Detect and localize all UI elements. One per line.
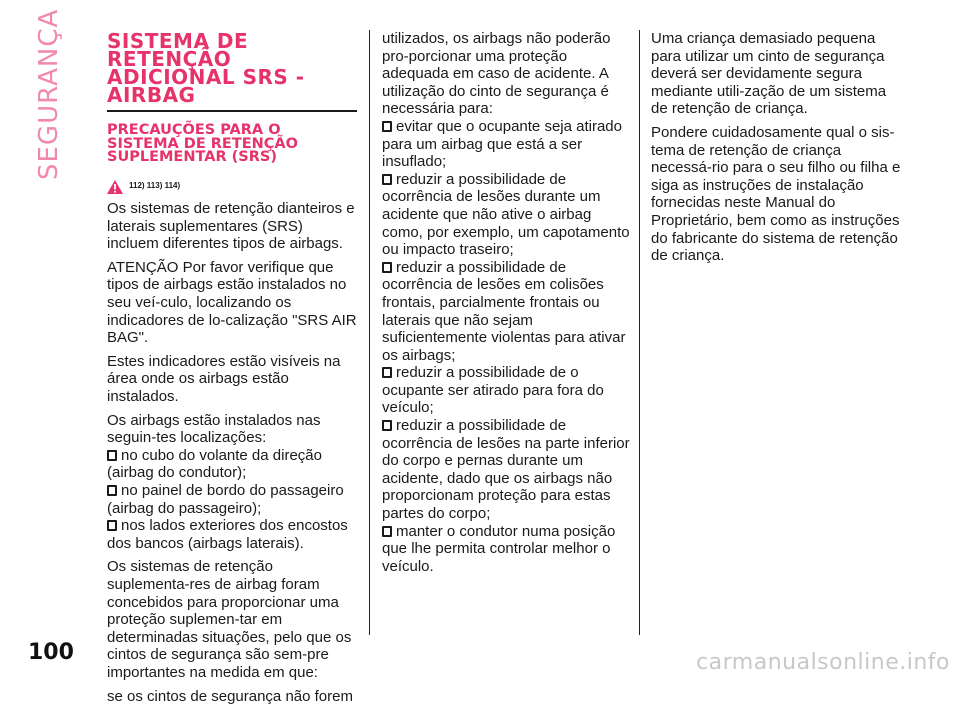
bullet-text: no cubo do volante da direção (airbag do condutor); [107, 446, 322, 482]
section-subtitle: PRECAUÇÕES PARA O SISTEMA DE RETENÇÃO SUPLEMENTAR (SRS) [107, 122, 298, 165]
paragraph: Pondere cuidadosamente qual o sis-tema de retenção de criança necessá-rio para o seu filho ou filha e siga as instruções de instalação fornecidas neste Manual do Proprietário, bem como as instruções do fabricante do sistema de retenção de criança. [651, 123, 901, 265]
bullet-item [107, 447, 357, 482]
page-title: SISTEMA DE RETENÇÃO ADICIONAL SRS - AIRBAG [107, 29, 305, 107]
checkbox-bullet-icon [382, 174, 392, 185]
bullet-text: reduzir a possibilidade de ocorrência de lesões em colisões frontais, parcialmente frontais ou laterais que não sejam suficientemente violentas para ativar os airbags; [382, 258, 626, 364]
column-divider [369, 30, 370, 635]
bullet-item [382, 259, 632, 365]
bullet-item [382, 171, 632, 259]
column-1 [107, 30, 357, 711]
bullet-text: manter o condutor numa posição que lhe permita controlar melhor o veículo. [382, 522, 616, 575]
section-sidebar-label: SEGURANÇA [34, 8, 64, 180]
warning-refs [107, 177, 357, 195]
paragraph: Uma criança demasiado pequena para utilizar um cinto de segurança deverá ser devidamente segura mediante utili-zação de um sistema de retenção de criança. [651, 30, 887, 118]
bullet-item [382, 118, 632, 171]
bullet-item [382, 417, 632, 523]
paragraph: se os cintos de segurança não forem [107, 687, 353, 705]
paragraph: utilizados, os airbags não poderão pro-porcionar uma proteção adequada em caso de acidente. A utilização do cinto de segurança é necessária para: [382, 30, 611, 118]
paragraph: ATENÇÃO Por favor verifique que tipos de airbags estão instalados no seu veí-culo, localizando os indicadores de lo-calização "SRS AIR BAG". [107, 258, 357, 347]
bullet-text: no painel de bordo do passageiro (airbag do passageiro); [107, 482, 344, 517]
refs-text: 112) 113) 114) [129, 180, 181, 190]
warning-triangle-icon [107, 180, 123, 194]
bullet-item [107, 517, 357, 552]
column-divider [639, 30, 640, 635]
paragraph: Os sistemas de retenção suplementa-res de airbag foram concebidos para proporcionar uma proteção suplemen-tar em determinadas situações, pelo que os cintos de segurança são sem-pre importantes na medida em que: [107, 558, 352, 681]
checkbox-bullet-icon [382, 367, 392, 378]
checkbox-bullet-icon [382, 121, 392, 132]
bullet-text: reduzir a possibilidade de ocorrência de lesões durante um acidente que não ative o airbag como, por exemplo, um capotamento ou impacto traseiro; [382, 170, 630, 259]
bullet-text: nos lados exteriores dos encostos dos bancos (airbags laterais). [107, 517, 348, 552]
checkbox-bullet-icon [107, 485, 117, 496]
checkbox-bullet-icon [382, 420, 392, 431]
column-3 [651, 30, 901, 271]
watermark: carmanualsonline.info [696, 650, 950, 675]
bullet-item [382, 364, 632, 417]
bullet-item [382, 523, 632, 576]
paragraph: Os airbags estão instalados nas seguin-tes localizações: [107, 411, 321, 447]
checkbox-bullet-icon [107, 450, 117, 461]
paragraph: Estes indicadores estão visíveis na área onde os airbags estão instalados. [107, 352, 341, 406]
bullet-item [107, 482, 357, 517]
paragraph: Os sistemas de retenção dianteiros e laterais suplementares (SRS) incluem diferentes tipos de airbags. [107, 200, 355, 253]
bullet-text: evitar que o ocupante seja atirado para um airbag que está a ser insuflado; [382, 117, 622, 171]
title-rule [107, 110, 357, 112]
checkbox-bullet-icon [107, 520, 117, 531]
checkbox-bullet-icon [382, 262, 392, 273]
column-2 [382, 30, 632, 575]
page-number: 100 [28, 640, 74, 665]
bullet-text: reduzir a possibilidade de ocorrência de lesões na parte inferior do corpo e pernas durante um acidente, dado que os airbags não proporcionam proteção para estas partes do corpo; [382, 417, 630, 523]
bullet-text: reduzir a possibilidade de o ocupante ser atirado para fora do veículo; [382, 364, 604, 417]
checkbox-bullet-icon [382, 526, 392, 537]
